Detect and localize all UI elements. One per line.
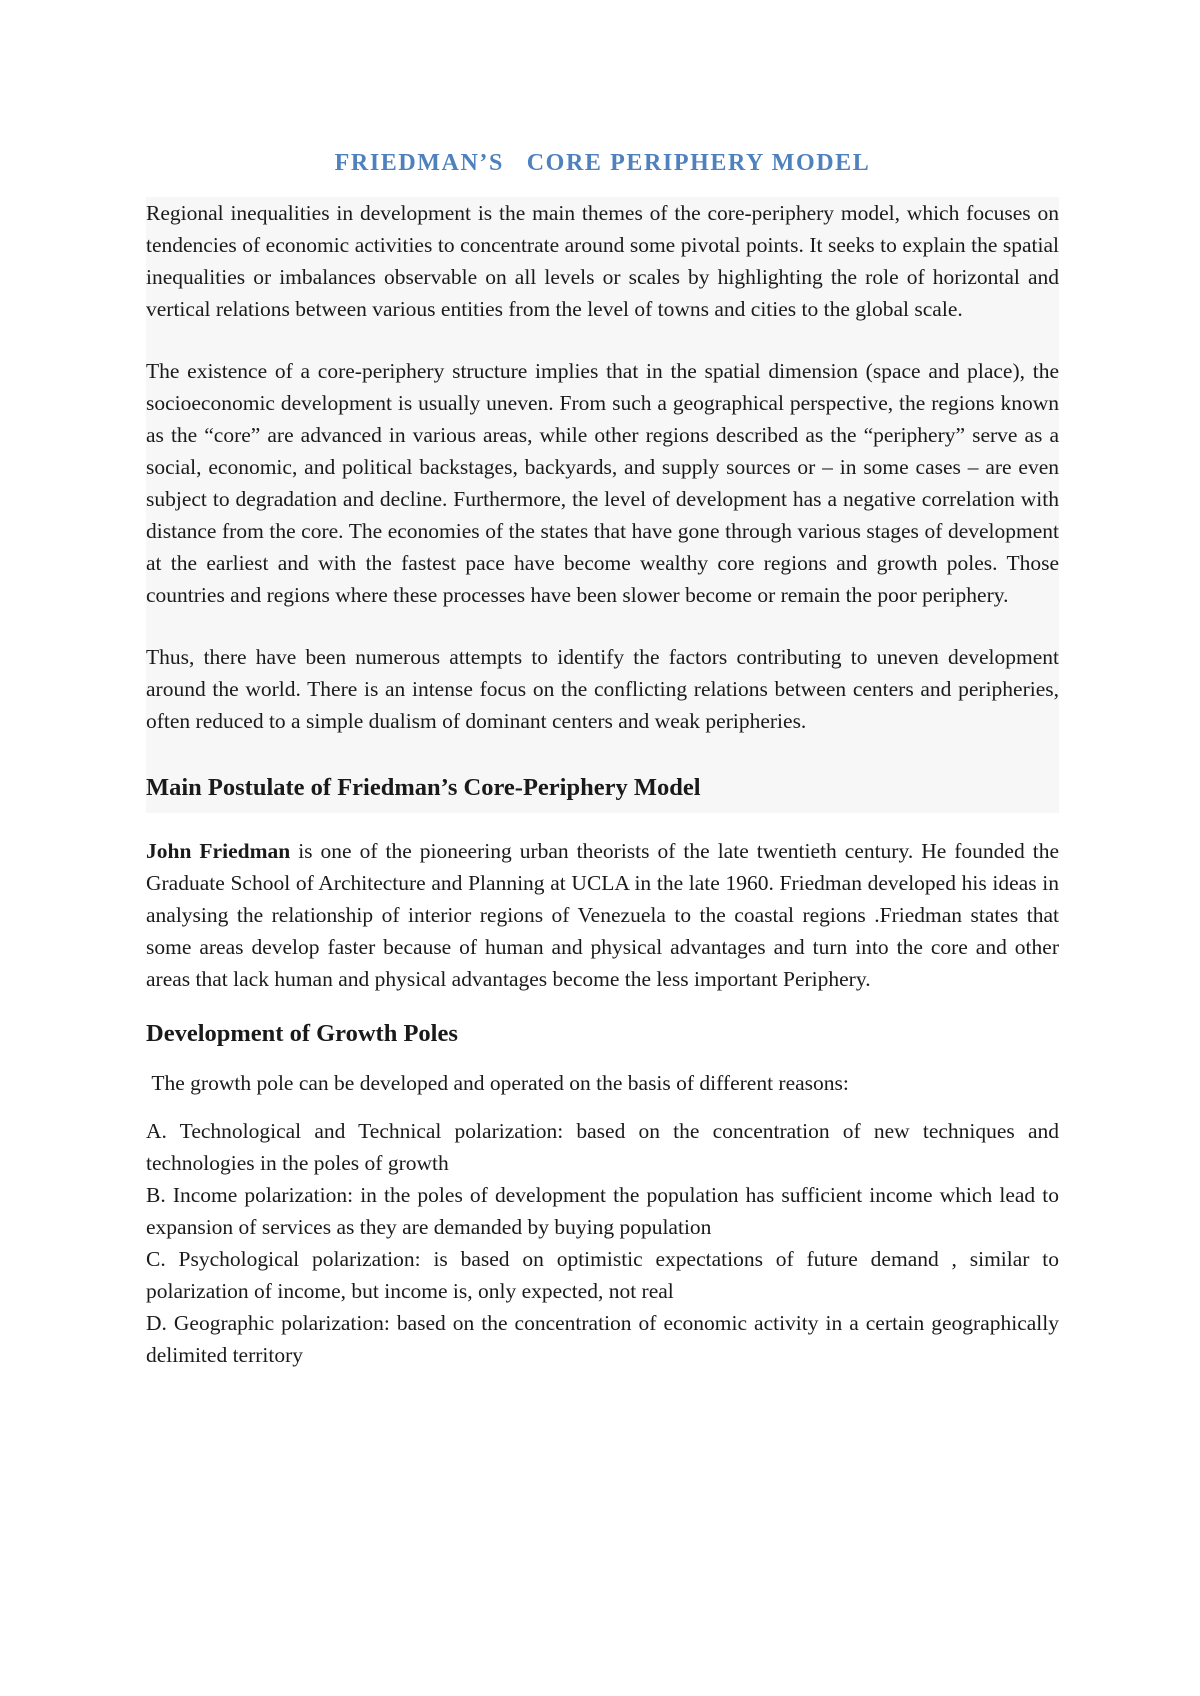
- friedman-paragraph-text: is one of the pioneering urban theorists of the late twentieth century. He founded the Graduate School of Architecture and Planning at UCLA in the late 1960. Friedman developed his ideas in analysing the relationship of interior regions of Venezuela to the coastal regions .Friedman states that some areas develop faster because of human and physical advantages and turn into the core and other areas that lack human and physical advantages become the less important Periphery.: [146, 839, 1059, 991]
- intro-section: [146, 197, 1059, 813]
- list-item: A. Technological and Technical polarization: based on the concentration of new techniques and technologies in the poles of growth: [146, 1119, 1059, 1175]
- list-item: C. Psychological polarization: is based on optimistic expectations of future demand , similar to polarization of income, but income is, only expected, not real: [146, 1247, 1059, 1303]
- polarization-list: [146, 1115, 1059, 1371]
- list-item: D. Geographic polarization: based on the concentration of economic activity in a certain geographically delimited territory: [146, 1311, 1059, 1367]
- intro-paragraph-2: The existence of a core-periphery structure implies that in the spatial dimension (space and place), the socioeconomic development is usually uneven. From such a geographical perspective, the regions known as the “core” are advanced in various areas, while other regions described as the “periphery” serve as a social, economic, and political backstages, backyards, and supply sources or – in some cases – are even subject to degradation and decline. Furthermore, the level of development has a negative correlation with distance from the core. The economies of the states that have gone through various stages of development at the earliest and with the fastest pace have become wealthy core regions and growth poles. Those countries and regions where these processes have been slower become or remain the poor periphery.: [146, 359, 1059, 607]
- growth-poles-intro: The growth pole can be developed and operated on the basis of different reasons:: [146, 1071, 849, 1095]
- paragraph-spacer: [146, 813, 1059, 835]
- list-item: B. Income polarization: in the poles of development the population has sufficient income which lead to expansion of services as they are demanded by buying population: [146, 1183, 1059, 1239]
- section-heading-growth-poles: Development of Growth Poles: [146, 1020, 458, 1047]
- john-friedman-name: John Friedman: [146, 839, 291, 863]
- paragraph-spacer: [146, 995, 1059, 1017]
- intro-paragraph-3: Thus, there have been numerous attempts to identify the factors contributing to uneven development around the world. There is an intense focus on the conflicting relations between centers and peripheries, often reduced to a simple dualism of dominant centers and weak peripheries.: [146, 645, 1059, 733]
- section-heading-main-postulate: Main Postulate of Friedman’s Core-Periphery Model: [146, 774, 701, 801]
- document-body: [146, 150, 1059, 1371]
- heading-spacer: [146, 805, 1059, 813]
- paragraph-spacer: [146, 737, 1059, 771]
- heading-spacer: [146, 1051, 1059, 1067]
- intro-paragraph-1: Regional inequalities in development is the main themes of the core-periphery model, which focuses on tendencies of economic activities to concentrate around some pivotal points. It seeks to explain the spatial inequalities or imbalances observable on all levels or scales by highlighting the role of horizontal and vertical relations between various entities from the level of towns and cities to the global scale.: [146, 201, 1059, 321]
- paragraph-spacer: [146, 1099, 1059, 1115]
- paragraph-spacer: [146, 325, 1059, 355]
- paragraph-spacer: [146, 611, 1059, 641]
- friedman-paragraph: [146, 835, 1059, 995]
- document-title: FRIEDMAN’S CORE PERIPHERY MODEL: [334, 150, 871, 176]
